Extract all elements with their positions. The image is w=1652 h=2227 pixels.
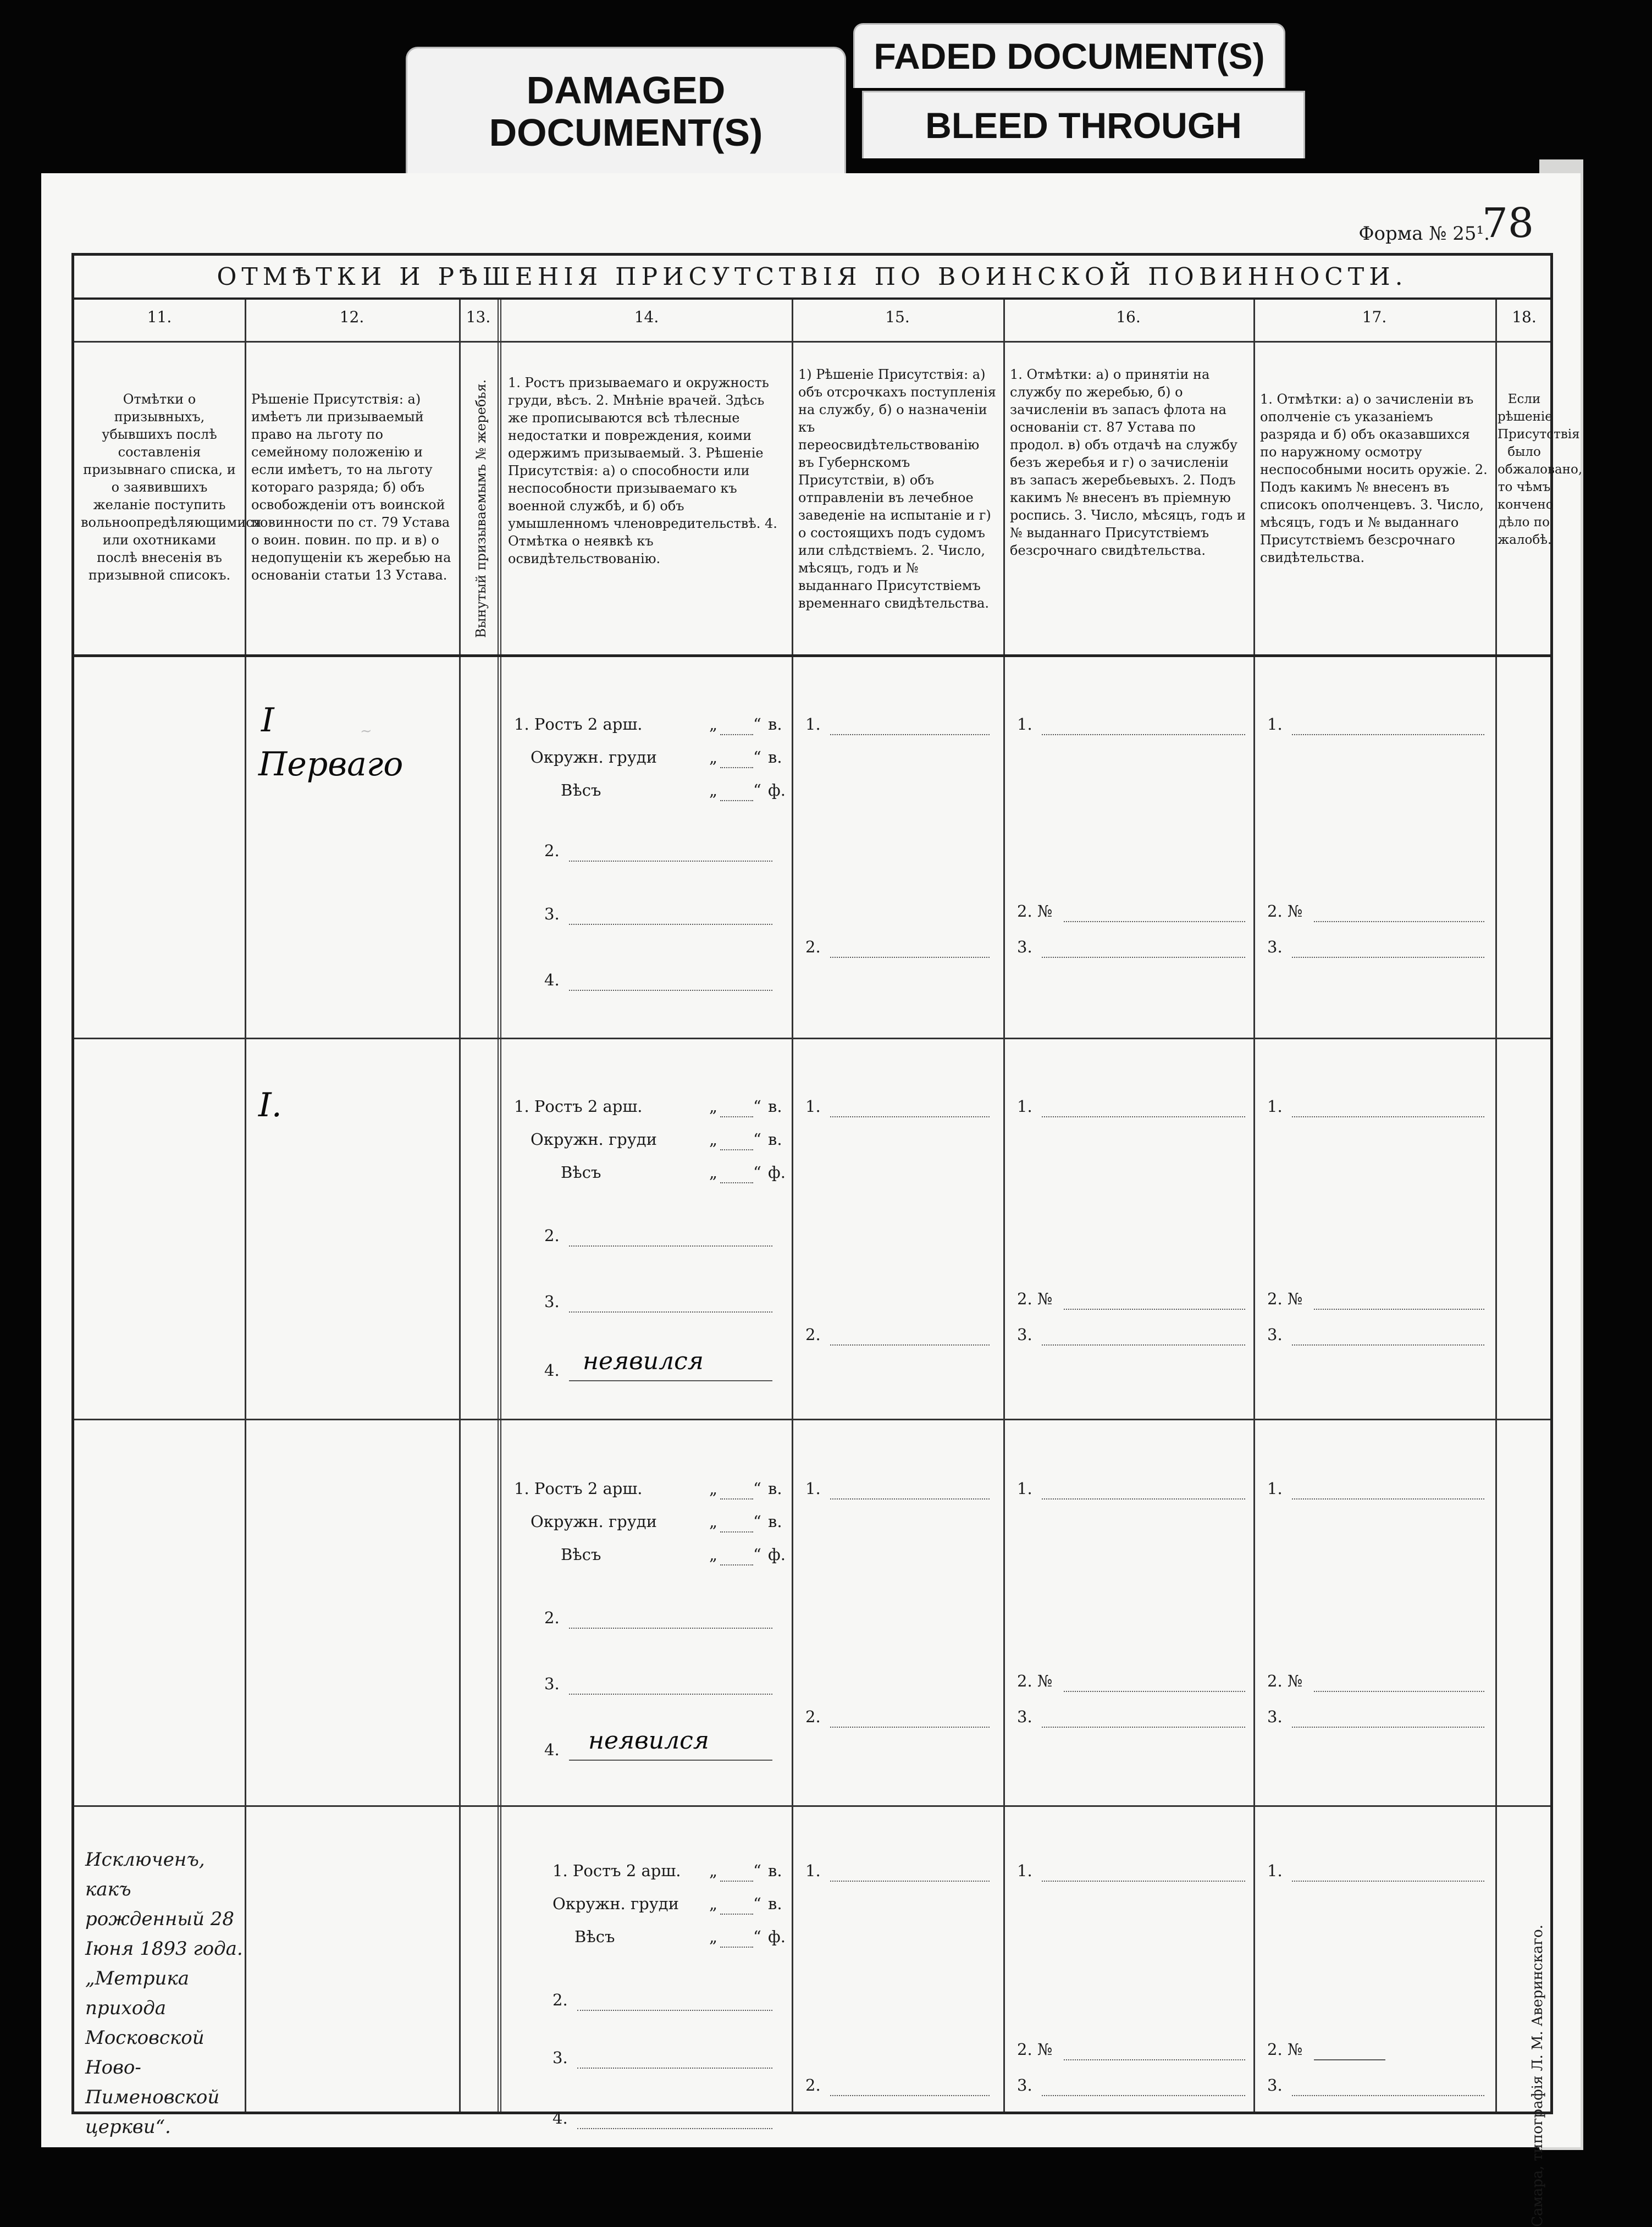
row-1-height-quote-close: “ — [753, 715, 761, 734]
row-3-height-quote-close: “ — [753, 1479, 761, 1498]
row-3-col14-item-4-value: неявился — [588, 1727, 709, 1755]
row-3-chest-quote-close: “ — [753, 1512, 761, 1531]
faded-document-tag: FADED DOCUMENT(S) — [853, 23, 1285, 88]
row-4-chest-unit: в. — [768, 1894, 782, 1913]
row-2-col12-mark: I. — [258, 1086, 282, 1124]
col-16-header: 1. Отмѣтки: а) о принятіи на службу по жеребью, б) о зачисленіи въ запасъ флота на основаніи ст. 87 Устава по продол. в) объ отдачѣ на службу безъ жеребья и г) о зачисленіи въ запасъ жеребьевыхъ. 2. Подъ какимъ № внесенъ въ пріемную роспись. 3. Число, мѣсяцъ, годъ и № выданнаго Присутствіемъ безсрочнаго свидѣтельства. — [1010, 367, 1246, 558]
row-2-chest-unit: в. — [768, 1130, 782, 1149]
row-2-weight-quote-close: “ — [753, 1163, 761, 1182]
row-1-item-3: 3. — [544, 905, 560, 923]
row-2-item-3: 3. — [544, 1292, 560, 1311]
row-1-item-2: 2. — [544, 841, 560, 860]
row-3-col17-item-1: 1. — [1267, 1479, 1283, 1498]
row-4-col16-item-2: 2. № — [1017, 2040, 1053, 2059]
row-2-col17-item-1: 1. — [1267, 1097, 1283, 1116]
row-1-chest-label: Окружн. груди — [531, 748, 657, 767]
col-12-number: 12. — [339, 308, 364, 326]
col-13-header: Вынутый призываемымъ № жеребья. — [473, 379, 489, 638]
row-2-col16-item-1: 1. — [1017, 1097, 1032, 1116]
row-4-col11-note: Исключенъ, какъ рожденный 28 Іюня 1893 года. „Метрика прихода Московской Ново-Пименовской церкви“. — [85, 1849, 243, 2138]
register-table: ОТМѢТКИ И РѢШЕНІЯ ПРИСУТСТВІЯ ПО ВОИНСКОЙ ПОВИННОСТИ. 11. 12. 13. 14. 15. 16. 17. 18. Отмѣтки о призывныхъ, убывшихъ послѣ составленія призывнаго списка, и о заявившихъ желаніе поступить вольноопредѣляющимися или охотниками послѣ внесенія въ призывной списокъ. Рѣшеніе Присутствія: а) имѣетъ ли призываемый право на льготу по семейному положенію и если имѣетъ, то на льготу котораго разряда; б) объ освобожденіи отъ воинской повинности по ст. 79 Устава о воин. повин. по пр. и в) о недопущеніи къ жеребью на основаніи статьи 13 Устава. Вынутый призываемымъ № жеребья. 1. Ростъ призываемаго и окружность груди, вѣсъ. 2. Мнѣніе врачей. Здѣсь же прописываются всѣ тѣлесные недостатки и повреждения, коими одержимъ призываемый. 3. Рѣшеніе Присутствія: а) о способности или неспособности призываемаго къ военной службѣ, и б) объ умышленномъ членовредительствѣ. 4. Отмѣтка о неявкѣ къ освидѣтельствованію. 1) Рѣшеніе Присутствія: а) объ отсрочкахъ поступленія на службу, б) о назначеніи къ переосвидѣтельствованію въ Губернскомъ Присутствіи, в) объ отправленіи въ лечебное заведеніе на испытаніе и г) о состоящихъ подъ судомъ или слѣдствіемъ. 2. Число, мѣсяцъ, годъ и № выданнаго Присутствіемъ временнаго свидѣтельства. 1. Отмѣтки: а) о принятіи на службу по жеребью, б) о зачисленіи въ запасъ флота на основаніи ст. 87 Устава по продол. в) объ отдачѣ на службу безъ жеребья и г) о зачисленіи въ запасъ жеребьевыхъ. 2. Подъ какимъ № внесенъ въ пріемную роспись. 3. Число, мѣсяцъ, годъ и № выданнаго Присутствіемъ безсрочнаго свидѣтельства. 1. Отмѣтки: а) о зачисленіи въ ополченіе съ указаніемъ разряда и б) объ оказавшихся по наружному осмотру неспособными носить оружіе. 2. Подъ какимъ № внесенъ въ списокъ ополченцевъ. 3. Число, мѣсяцъ, годъ и № выданнаго Присутствіемъ безсрочнаго свидѣтельства. Если рѣшеніе Присутствія было обжаловано, то чѣмъ кончено дѣло по жалобѣ. I Перваго ~ 1. Ростъ 2 арш. „ “ в. Окружн. груди „ “ в. Вѣсъ „ “ ф. 2. 3. 4. 1. 2. 1. 2. № 3. 1. 2. № 3. I. 1. Ростъ 2 арш. „ “ в. Окружн. груди „ “ в. Вѣсъ „ “ ф. 2. 3. 4. неявился 1. 2. 1. 2. № 3. 1. 2. № 3. 1. Ростъ 2 арш. „ “ в. Окружн. груди „ “ в. Вѣсъ „ “ ф. 2. 3. 4. неявился 1. 2. 1. 2. № 3. 1. 2. № 3. Исключенъ, какъ рожденный 28 Іюня 1893 года. „Метрика прихода Московской Ново-Пименовской церкви“. 1. Ростъ 2 арш. „ “ в. Окружн. груди „ “ в. Вѣсъ „ “ ф. 2. 3. 4. 1. 2. 1. 2. № 3. 1. 2. № 3. Самара, типографія Л. М. Аверинскаго. — [71, 253, 1553, 2114]
row-3-col16-item-3: 3. — [1017, 1707, 1032, 1726]
row-1-col15-item-2: 2. — [805, 938, 821, 956]
row-3-col15-item-1: 1. — [805, 1479, 821, 1498]
row-4-weight-label: Вѣсъ — [574, 1927, 615, 1946]
register-page — [41, 173, 1583, 2227]
row-2-col17-item-3: 3. — [1267, 1325, 1283, 1344]
col-14-number: 14. — [634, 308, 659, 326]
row-2-item-4: 4. — [544, 1361, 560, 1380]
form-number: Форма № 25¹. — [1358, 223, 1490, 245]
row-4-chest-quote-close: “ — [753, 1894, 761, 1913]
row-1-weight-label: Вѣсъ — [561, 781, 601, 800]
row-3-col16-item-2: 2. № — [1017, 1672, 1053, 1690]
row-1-chest-quote-close: “ — [753, 748, 761, 767]
row-1-item-4: 4. — [544, 971, 560, 989]
row-3-height-label: 1. Ростъ 2 арш. — [514, 1479, 643, 1498]
row-1-chest-unit: в. — [768, 748, 782, 767]
page-number: 78 — [1482, 200, 1534, 247]
row-3-weight-unit: ф. — [768, 1545, 786, 1564]
row-1-weight-unit: ф. — [768, 781, 786, 800]
row-1-col15-item-1: 1. — [805, 715, 821, 734]
row-3-col15-item-2: 2. — [805, 1707, 821, 1726]
row-3-weight-quote-close: “ — [753, 1545, 761, 1564]
row-4-height-quote-close: “ — [753, 1861, 761, 1880]
damaged-document-tag: DAMAGED DOCUMENT(S) — [406, 47, 846, 175]
col-18-header: Если рѣшеніе Присутствія было обжаловано, то чѣмъ кончено дѣло по жалобѣ. — [1498, 392, 1583, 547]
row-3-chest-quote: „ — [709, 1512, 718, 1531]
row-4-col15-item-2: 2. — [805, 2076, 821, 2094]
col-11-number: 11. — [147, 308, 172, 326]
row-1-weight-quote-close: “ — [753, 781, 761, 800]
row-1-weight-quote: „ — [709, 781, 718, 800]
row-3-col17-item-3: 3. — [1267, 1707, 1283, 1726]
row-3-item-2: 2. — [544, 1608, 560, 1627]
row-2-weight-label: Вѣсъ — [561, 1163, 601, 1182]
row-2-col16-item-2: 2. № — [1017, 1289, 1053, 1308]
row-1-height-label: 1. Ростъ 2 арш. — [514, 715, 643, 734]
row-4-item-2: 2. — [552, 1991, 568, 2009]
col-13-number: 13. — [466, 308, 491, 326]
row-1-col16-item-3: 3. — [1017, 938, 1032, 956]
row-1-col12-mark: I — [261, 701, 274, 740]
row-3-col17-item-2: 2. № — [1267, 1672, 1303, 1690]
row-2-col15-item-2: 2. — [805, 1325, 821, 1344]
row-4-height-quote: „ — [709, 1861, 718, 1880]
row-1-chest-quote: „ — [709, 748, 718, 767]
col-17-header: 1. Отмѣтки: а) о зачисленіи въ ополченіе съ указаніемъ разряда и б) объ оказавшихся по наружному осмотру неспособными носить оружіе. 2. Подъ какимъ № внесенъ въ списокъ ополченцевъ. 3. Число, мѣсяцъ, годъ и № выданнаго Присутствіемъ безсрочнаго свидѣтельства. — [1260, 392, 1488, 565]
row-2-col15-item-1: 1. — [805, 1097, 821, 1116]
row-1-col17-item-3: 3. — [1267, 938, 1283, 956]
printer-imprint: Самара, типографія Л. М. Аверинскаго. — [1529, 1925, 1546, 2227]
row-4-col16-item-1: 1. — [1017, 1861, 1032, 1880]
row-4-chest-quote: „ — [709, 1894, 718, 1913]
row-2-chest-quote: „ — [709, 1130, 718, 1149]
col-15-header: 1) Рѣшеніе Присутствія: а) объ отсрочкахъ поступленія на службу, б) о назначеніи къ переосвидѣтельствованію въ Губернскомъ Присутствіи, в) объ отправленіи въ лечебное заведеніе на испытаніе и г) о состоящихъ подъ судомъ или слѣдствіемъ. 2. Число, мѣсяцъ, годъ и № выданнаго Присутствіемъ временнаго свидѣтельства. — [798, 367, 996, 611]
row-3-height-unit: в. — [768, 1479, 782, 1498]
row-2-weight-unit: ф. — [768, 1163, 786, 1182]
row-4-height-label: 1. Ростъ 2 арш. — [552, 1861, 681, 1880]
row-3-weight-quote: „ — [709, 1545, 718, 1564]
col-12-header: Рѣшеніе Присутствія: а) имѣетъ ли призываемый право на льготу по семейному положенію и если имѣетъ, то на льготу котораго разряда; б) объ освобожденіи отъ воинской повинности по ст. 79 Устава о воин. повин. по пр. и в) о недопущеніи къ жеребью на основаніи статьи 13 Устава. — [251, 392, 451, 583]
row-2-col14-item-4-value: неявился — [583, 1347, 704, 1375]
row-4-item-3: 3. — [552, 2048, 568, 2067]
row-3-weight-label: Вѣсъ — [561, 1545, 601, 1564]
row-4-weight-unit: ф. — [768, 1927, 786, 1946]
row-4-col15-item-1: 1. — [805, 1861, 821, 1880]
row-3-chest-label: Окружн. груди — [531, 1512, 657, 1531]
row-3-item-4: 4. — [544, 1740, 560, 1759]
row-1-col12-text: Перваго — [258, 745, 404, 784]
row-3-chest-unit: в. — [768, 1512, 782, 1531]
col-11-header: Отмѣтки о призывныхъ, убывшихъ послѣ составленія призывнаго списка, и о заявившихъ желаніе поступить вольноопредѣляющимися или охотниками послѣ внесенія въ призывной списокъ. — [81, 392, 262, 583]
col-17-number: 17. — [1362, 308, 1387, 326]
row-2-chest-quote-close: “ — [753, 1130, 761, 1149]
col-15-number: 15. — [885, 308, 910, 326]
row-2-col17-item-2: 2. № — [1267, 1289, 1303, 1308]
row-4-item-4: 4. — [552, 2109, 568, 2127]
row-1-height-quote: „ — [709, 715, 718, 734]
row-2-height-quote: „ — [709, 1097, 718, 1116]
row-1-col16-item-1: 1. — [1017, 715, 1032, 734]
row-1-col17-item-1: 1. — [1267, 715, 1283, 734]
row-2-chest-label: Окружн. груди — [531, 1130, 657, 1149]
bleed-through-tag: BLEED THROUGH — [862, 91, 1305, 158]
row-4-col17-item-3: 3. — [1267, 2076, 1283, 2094]
row-1-height-unit: в. — [768, 715, 782, 734]
row-4-height-unit: в. — [768, 1861, 782, 1880]
row-2-col16-item-3: 3. — [1017, 1325, 1032, 1344]
col-18-number: 18. — [1512, 308, 1537, 326]
table-title: ОТМѢТКИ И РѢШЕНІЯ ПРИСУТСТВІЯ ПО ВОИНСКОЙ ПОВИННОСТИ. — [74, 256, 1550, 300]
row-2-weight-quote: „ — [709, 1163, 718, 1182]
col-14-header: 1. Ростъ призываемаго и окружность груди, вѣсъ. 2. Мнѣніе врачей. Здѣсь же прописываются всѣ тѣлесные недостатки и повреждения, коими одержимъ призываемый. 3. Рѣшеніе Присутствія: а) о способности или неспособности призываемаго къ военной службѣ, и б) объ умышленномъ членовредительствѣ. 4. Отмѣтка о неявкѣ къ освидѣтельствованію. — [508, 375, 777, 566]
row-2-height-label: 1. Ростъ 2 арш. — [514, 1097, 643, 1116]
col-16-number: 16. — [1116, 308, 1141, 326]
row-4-col17-item-2: 2. № — [1267, 2040, 1303, 2059]
row-4-chest-label: Окружн. груди — [552, 1894, 679, 1913]
row-4-col17-item-1: 1. — [1267, 1861, 1283, 1880]
row-2-height-unit: в. — [768, 1097, 782, 1116]
row-2-item-2: 2. — [544, 1226, 560, 1245]
row-4-weight-quote-close: “ — [753, 1927, 761, 1946]
row-3-item-3: 3. — [544, 1674, 560, 1693]
row-1-col17-item-2: 2. № — [1267, 902, 1303, 920]
row-3-col16-item-1: 1. — [1017, 1479, 1032, 1498]
row-1-col16-item-2: 2. № — [1017, 902, 1053, 920]
row-3-height-quote: „ — [709, 1479, 718, 1498]
row-2-height-quote-close: “ — [753, 1097, 761, 1116]
row-4-weight-quote: „ — [709, 1927, 718, 1946]
row-4-col16-item-3: 3. — [1017, 2076, 1032, 2094]
